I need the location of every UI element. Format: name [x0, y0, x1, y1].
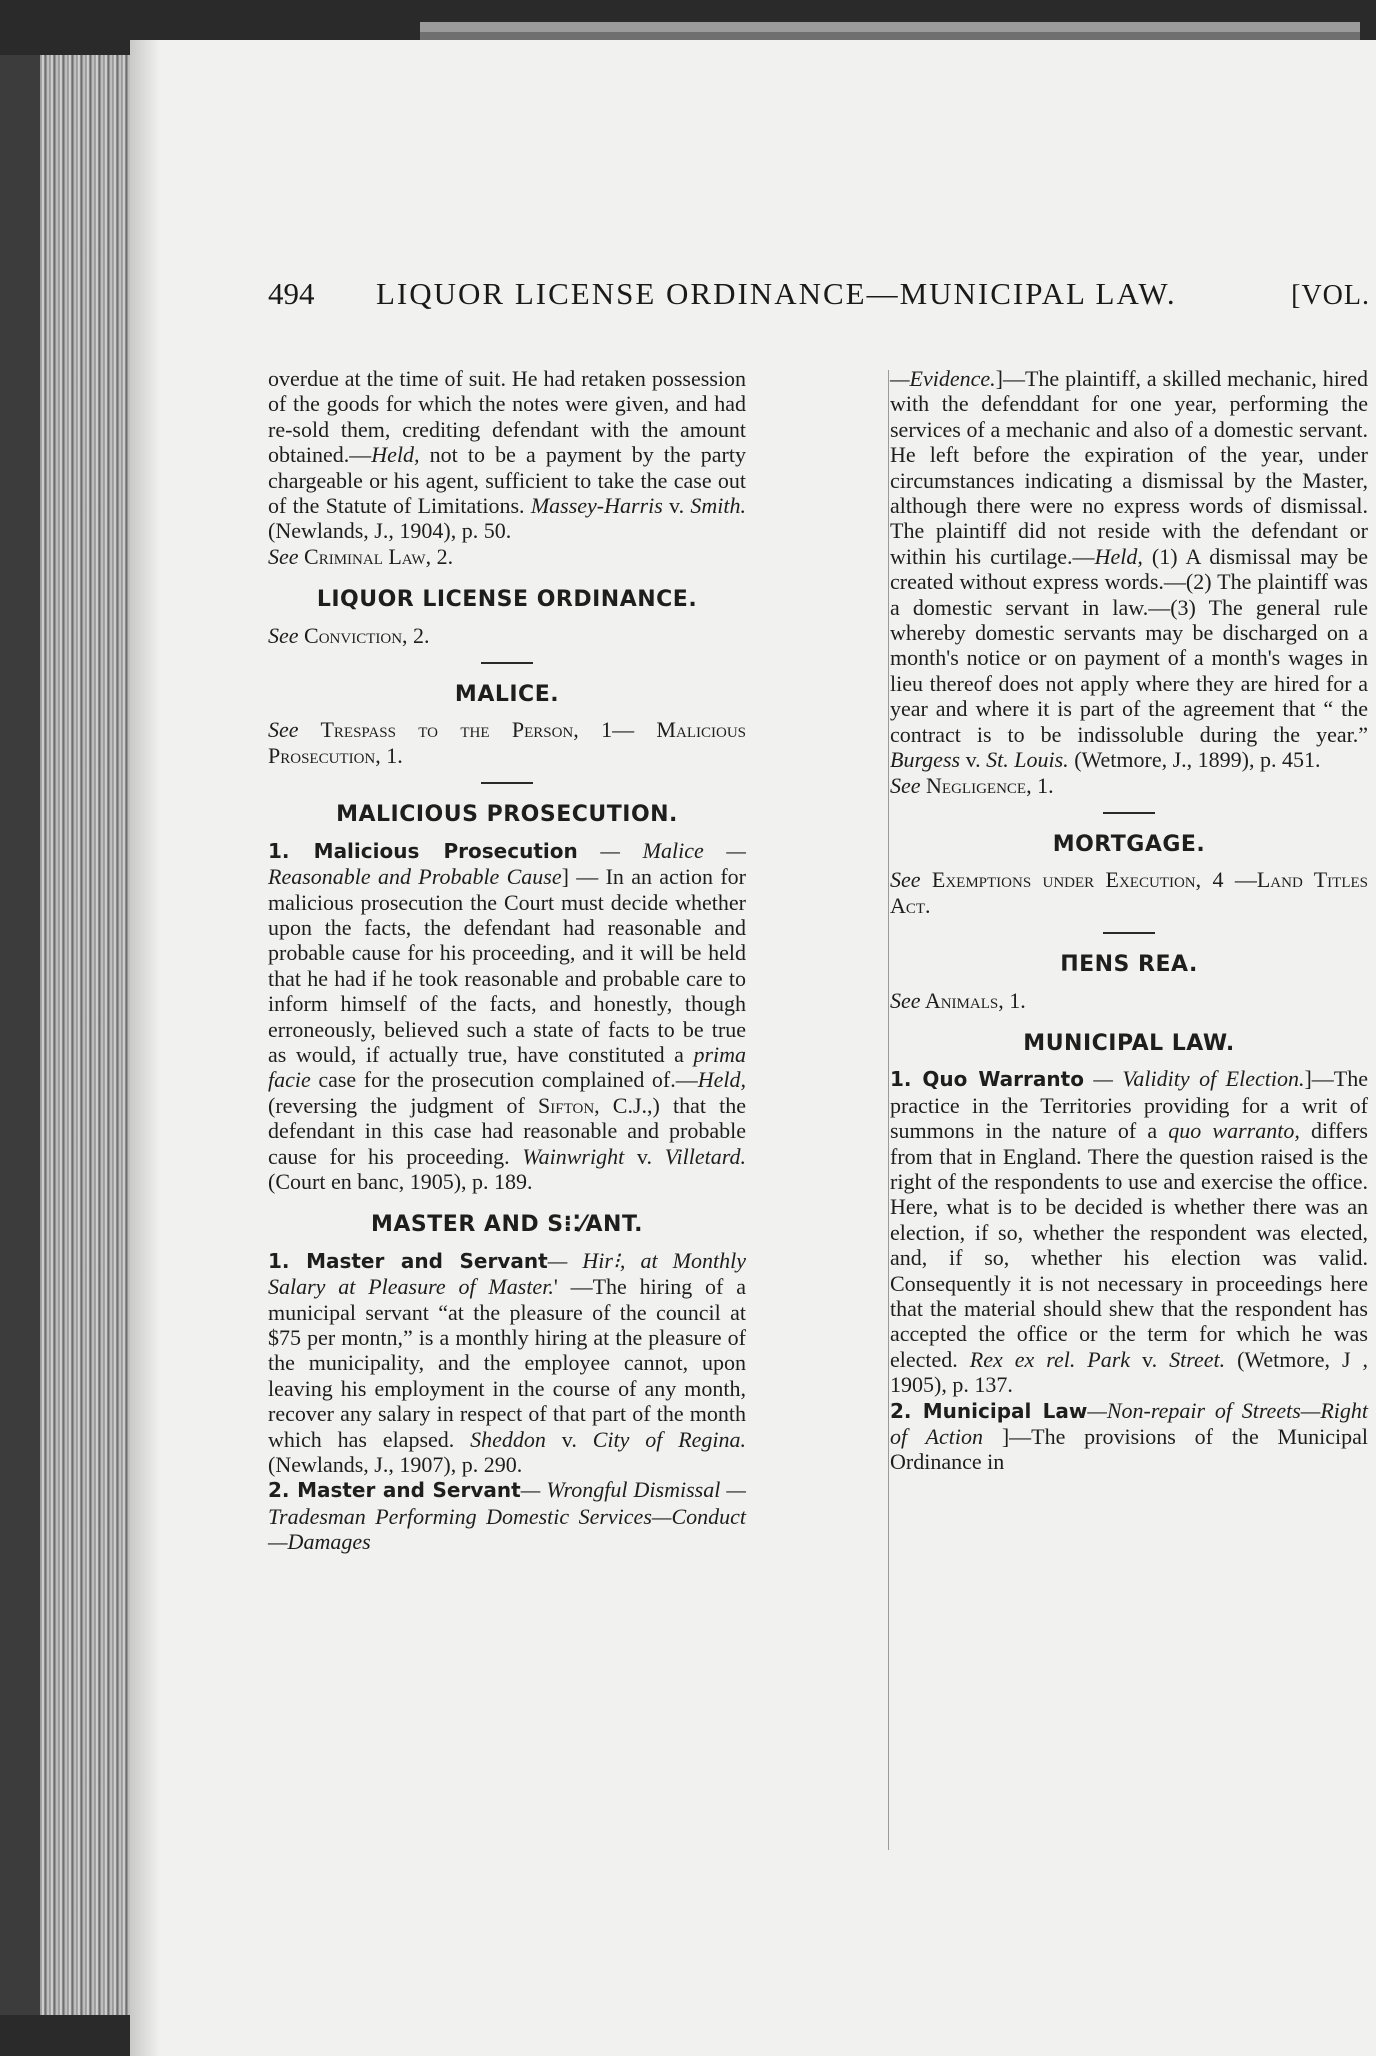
cross-reference: See Negligence, 1. — [890, 772, 1054, 798]
entry-municipal-law-2: 2. Municipal Law—Non-repair of Streets—Right of Action ]—The provisions of the Municipal Ordinance in — [890, 1397, 1368, 1475]
running-header — [268, 276, 1370, 316]
entry-master-and-servant-2: 2. Master and Servant— Wrongful Dismissal — Tradesman Performing Domestic Services—Conduct—Damages — [268, 1477, 746, 1555]
cross-reference: See Exemptions under Execution, 4 —Land Titles Act. — [890, 867, 1368, 918]
volume-label: [VOL. — [1291, 280, 1370, 311]
entry-municipal-law-1: 1. Quo Warranto — Validity of Election.]—The practice in the Territories providing for a writ of summons in the nature of a quo warranto, differs from that in England. There the question raised is the right of the respondents to use and exercise the office. Here, what is to be decided is whether there was an election, if so, whether the respondent was elected, and, if so, whether his election was valid. Consequently it is not necessary in proceedings here that the material should shew that the respondent has accepted the office or the term for which he was elected. Rex ex rel. Park v. Street. (Wetmore, J , 1905), p. 137. — [890, 1066, 1368, 1398]
cross-reference: See Conviction, 2. — [268, 622, 430, 648]
running-title: LIQUOR LICENSE ORDINANCE—MUNICIPAL LAW. — [376, 276, 1177, 311]
section-rule — [1103, 932, 1155, 934]
section-rule — [481, 662, 533, 664]
left-column — [268, 366, 746, 1555]
heading-malicious-prosecution: MALICIOUS PROSECUTION. — [336, 802, 678, 828]
book-spine-shadow — [0, 55, 40, 2015]
section-rule — [481, 782, 533, 784]
page-number: 494 — [268, 276, 315, 311]
heading-master-and-servant: MASTER AND S⁝⁚⁄ANT. — [371, 1212, 643, 1238]
cross-reference: See Criminal Law, 2. — [268, 543, 454, 569]
gutter-shadow — [130, 40, 160, 2056]
continued-entry: —Evidence.]—The plaintiff, a skilled mechanic, hired with the defenddant for one year, performing the services of a mechanic and also of a domestic servant. He left before the expiration of the year, under circumstances indicating a dismissal by the Master, although there were no express words of dismissal. The plaintiff did not reside with the defendant or within his curtilage.—Held, (1) A dismissal may be created without express words.—(2) The plaintiff was a domestic servant in law.—(3) The general rule whereby domestic servants may be discharged on a month's notice or on payment of a month's wages in lieu thereof does not apply where they are hired for a year and where it is part of the agreement that “ the contract is to be indissoluble during the year.” Burgess v. St. Louis. (Wetmore, J., 1899), p. 451. — [890, 366, 1368, 773]
heading-municipal-law: MUNICIPAL LAW. — [1023, 1030, 1235, 1056]
heading-mortgage: MORTGAGE. — [1052, 831, 1206, 857]
cross-reference: See Animals, 1. — [890, 987, 1026, 1013]
heading-liquor-license-ordinance: LIQUOR LICENSE ORDINANCE. — [316, 587, 698, 613]
cross-reference: See Trespass to the Person, 1— Malicious Prosecution, 1. — [268, 717, 746, 768]
book-page — [130, 40, 1376, 2056]
continued-entry: overdue at the time of suit. He had retaken possession of the goods for which the notes were given, and had re-sold them, crediting defendant with the amount obtained.—Held, not to be a payment by the party chargeable or his agent, sufficient to take the case out of the Statute of Limitations. Massey-Harris v. Smith. (Newlands, J., 1904), p. 50. — [268, 366, 746, 544]
heading-mens-rea: ΠENS REA. — [1060, 952, 1198, 978]
right-column — [758, 366, 1370, 1475]
entry-master-and-servant-1: 1. Master and Servant— Hir⁝, at Monthly Salary at Pleasure of Master.' —The hiring of a municipal servant “at the pleasure of the council at $75 per montn,” is a monthly hiring at the pleasure of the municipality, and the employee cannot, upon leaving his employment in the course of any month, recover any salary in respect of that part of the month which has elapsed. Sheddon v. City of Regina. (Newlands, J., 1907), p. 290. — [268, 1247, 747, 1478]
entry-malicious-prosecution-1: 1. Malicious Prosecution — Malice —Reasonable and Probable Cause] — In an action for malicious prosecution the Court must decide whether upon the facts, the defendant had reasonable and probable cause for his proceeding, and it will be held that he had if he took reasonable and probable care to inform himself of the facts, and honestly, though erroneously, believed such a state of facts to be true as would, if actually true, have constituted a prima facie case for the prosecution complained of.—Held, (reversing the judgment of Sifton, C.J.,) that the defendant in this case had reasonable and probable cause for his proceeding. Wainwright v. Villetard. (Court en banc, 1905), p. 189. — [268, 837, 747, 1194]
heading-malice: MALICE. — [454, 682, 560, 708]
section-rule — [1103, 812, 1155, 814]
